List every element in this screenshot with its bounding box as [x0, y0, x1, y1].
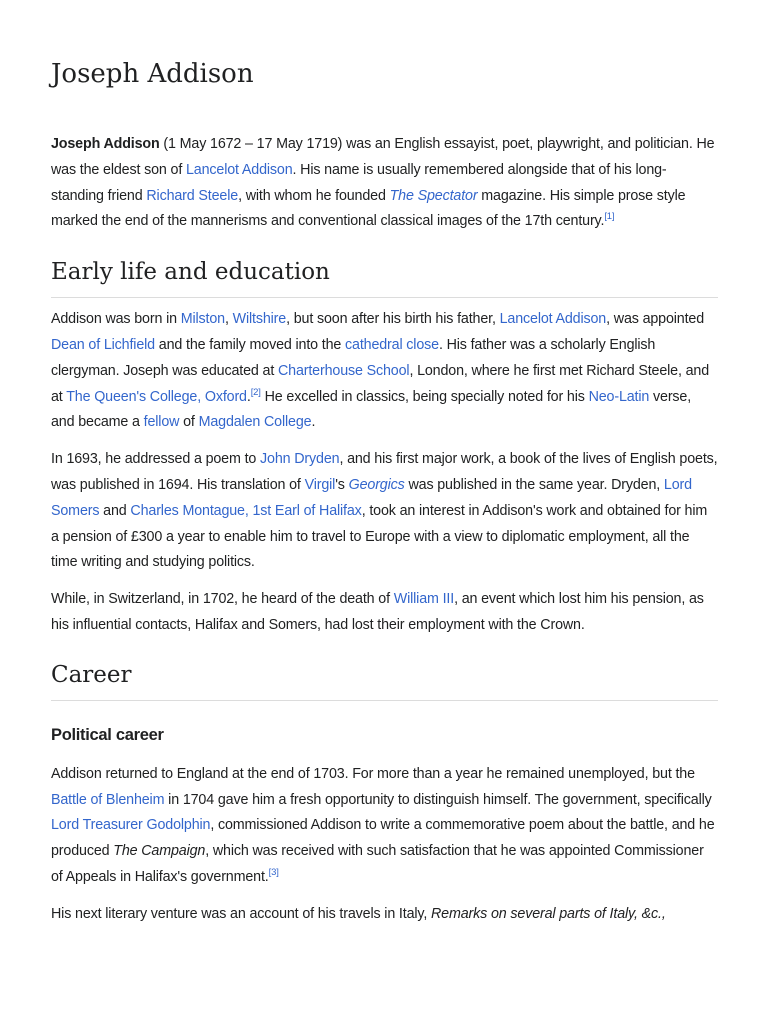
link-queens-college-oxford[interactable]: The Queen's College, Oxford [66, 388, 247, 405]
page-title: Joseph Addison [51, 59, 254, 89]
link-richard-steele[interactable]: Richard Steele [146, 187, 239, 204]
work-title-remarks: Remarks on several parts of Italy, &c., [431, 905, 666, 922]
link-lord-somers[interactable]: Lord Somers [51, 476, 692, 519]
link-charterhouse-school[interactable]: Charterhouse School [277, 362, 410, 379]
reference-3[interactable]: [3] [268, 866, 279, 878]
early-life-paragraph-3: While, in Switzerland, in 1702, he heard of the death of William III, an event which lost him his pension, as his influential contacts, Halifax and Somers, had lost their employment with the Crown. [51, 591, 704, 633]
early-life-paragraph-2: In 1693, he addressed a poem to John Dryden, and his first major work, a book of the lives of English poets, was published in 1694. His translation of Virgil's Georgics was published in the same year. Dryden, Lord Somers and Charles Montague, 1st Earl of Halifax, took an interest in Addison's work and obtained for him a pension of £300 a year to enable him to travel to Europe with a view to diplomatic employment, all the time writing and studying politics. [51, 451, 718, 571]
link-lancelot-addison[interactable]: Lancelot Addison [499, 311, 607, 328]
link-lord-treasurer-godolphin[interactable]: Lord Treasurer Godolphin [51, 817, 211, 834]
subsection-heading-political-career: Political career [51, 725, 164, 744]
link-cathedral-close[interactable]: cathedral close [345, 336, 439, 353]
link-georgics[interactable]: Georgics [348, 476, 405, 493]
link-william-iii[interactable]: William III [393, 591, 455, 608]
link-dean-of-lichfield[interactable]: Dean of Lichfield [51, 336, 155, 353]
link-milston[interactable]: Milston [180, 311, 225, 328]
career-paragraph-2: His next literary venture was an account of his travels in Italy, Remarks on several parts of Italy, &c., [51, 905, 666, 922]
link-fellow[interactable]: fellow [143, 414, 180, 431]
link-neo-latin[interactable]: Neo-Latin [588, 388, 650, 405]
link-the-spectator[interactable]: The Spectator [389, 187, 478, 204]
link-wiltshire[interactable]: Wiltshire [232, 311, 287, 328]
work-title-the-campaign: The Campaign [113, 843, 206, 860]
reference-1[interactable]: [1] [604, 211, 615, 223]
section-heading-early-life: Early life and education [51, 257, 718, 298]
link-battle-of-blenheim[interactable]: Battle of Blenheim [51, 791, 165, 808]
career-paragraph-1: Addison returned to England at the end of 1703. For more than a year he remained unemployed, but the Battle of Blenheim in 1704 gave him a fresh opportunity to distinguish himself. The government, specifically Lord Treasurer Godolphin, commissioned Addison to write a commemorative poem about the battle, and he produced The Campaign, which was received with such satisfaction that he was appointed Commissioner of Appeals in Halifax's government.[3] [51, 765, 715, 885]
section-heading-career: Career [51, 660, 718, 701]
link-lancelot-addison[interactable]: Lancelot Addison [186, 161, 293, 178]
reference-2[interactable]: [2] [250, 386, 261, 398]
intro-paragraph: Joseph Addison (1 May 1672 – 17 May 1719) was an English essayist, poet, playwright, and politician. He was the eldest son of Lancelot Addison. His name is usually remembered alongside that of his long-standing friend Richard Steele, with whom he founded The Spectator magazine. His simple prose style marked the end of the mannerisms and conventional classical images of the 17th century.[1] [51, 136, 715, 230]
link-virgil[interactable]: Virgil [304, 476, 336, 493]
subject-name: Joseph Addison [51, 136, 160, 152]
link-charles-montague[interactable]: Charles Montague, 1st Earl of Halifax [130, 502, 362, 519]
early-life-paragraph-1: Addison was born in Milston, Wiltshire, but soon after his birth his father, Lancelot Addison, was appointed Dean of Lichfield and the family moved into the cathedral close. His father was a scholarly English clergyman. Joseph was educated at Charterhouse School, London, where he first met Richard Steele, and at The Queen's College, Oxford.[2] He excelled in classics, being specially noted for his Neo-Latin verse, and became a fellow of Magdalen College. [51, 311, 709, 431]
link-magdalen-college[interactable]: Magdalen College [198, 414, 312, 431]
link-john-dryden[interactable]: John Dryden [260, 451, 340, 468]
